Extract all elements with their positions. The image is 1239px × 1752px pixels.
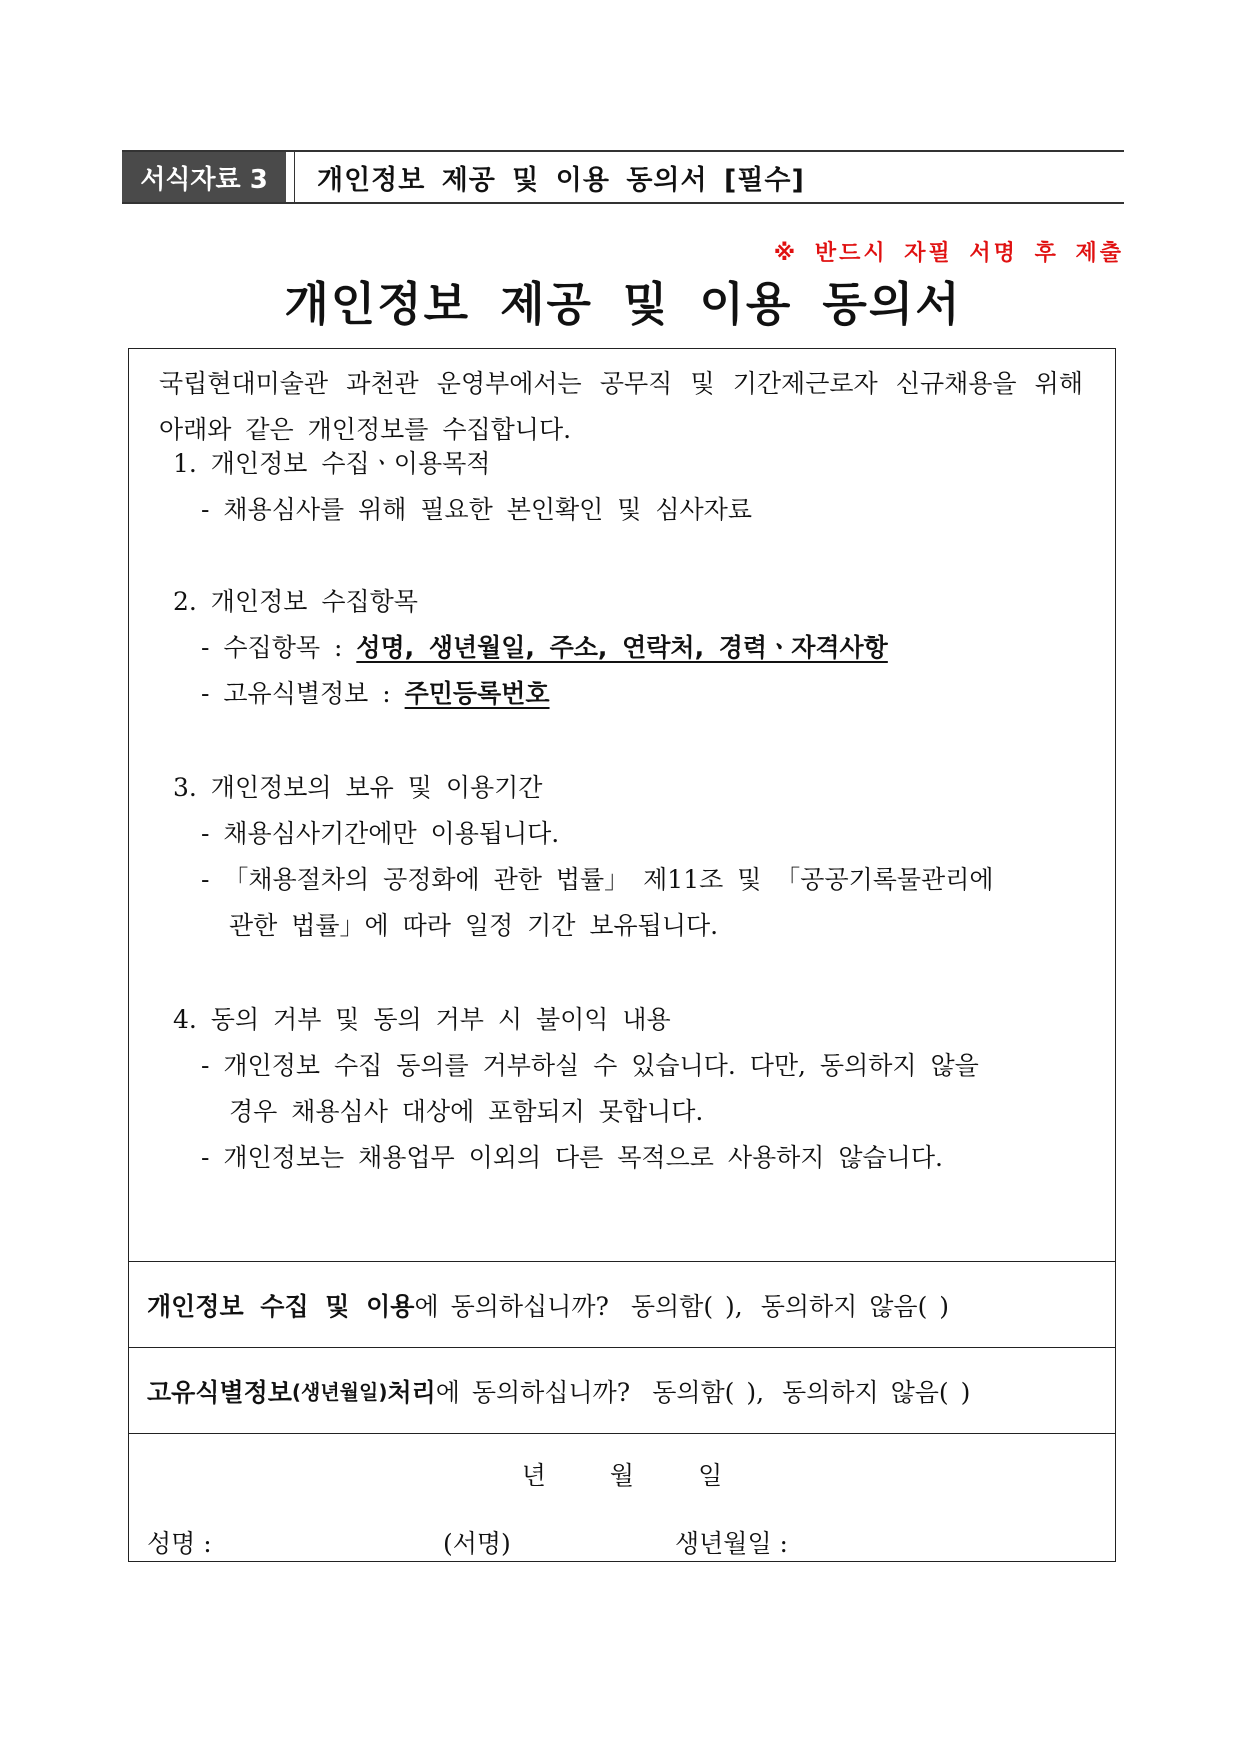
form-header-bar xyxy=(122,150,1124,204)
consent-subject-end: 처리 xyxy=(387,1377,436,1407)
section-title: 3. 개인정보의 보유 및 이용기간 xyxy=(173,773,543,802)
section-items xyxy=(173,579,1073,717)
disagree-checkbox[interactable]: 동의하지 않음( ) xyxy=(782,1377,971,1407)
section-refusal xyxy=(173,997,1073,1181)
item-prefix: - 수집항목 : xyxy=(201,633,357,662)
form-tag: 서식자료 3 xyxy=(122,152,286,202)
page-title: 개인정보 제공 및 이용 동의서 xyxy=(284,277,962,331)
consent-subject: 고유식별정보 xyxy=(147,1377,292,1407)
disagree-checkbox[interactable]: 동의하지 않음( ) xyxy=(760,1291,950,1321)
consent-body xyxy=(129,349,1115,1262)
date-row xyxy=(129,1456,1115,1492)
section-item xyxy=(173,625,1073,671)
date-year-field[interactable]: 년 xyxy=(521,1461,546,1490)
section-title: 2. 개인정보 수집항목 xyxy=(173,587,418,616)
section-item: - 채용심사기간에만 이용됩니다. xyxy=(201,819,560,848)
birthdate-field[interactable]: 생년월일 : xyxy=(675,1529,788,1558)
intro-text: 국립현대미술관 과천관 운영부에서는 공무직 및 기간제근로자 신규채용을 위해 아래와 같은 개인정보를 수집합니다. xyxy=(159,369,1083,444)
consent-question-collection xyxy=(129,1262,1115,1348)
section-item: - 「채용절차의 공정화에 관한 법률」 제11조 및 「공공기록물관리에 xyxy=(201,865,994,894)
agree-checkbox[interactable]: 동의함( ), xyxy=(652,1377,765,1407)
section-title: 4. 동의 거부 및 동의 거부 시 불이익 내용 xyxy=(173,1005,671,1034)
consent-form xyxy=(128,348,1116,1562)
agree-checkbox[interactable]: 동의함( ), xyxy=(630,1291,743,1321)
unique-id-info: 주민등록번호 xyxy=(404,679,550,708)
section-item xyxy=(173,671,1073,717)
section-purpose xyxy=(173,441,1073,533)
consent-question-unique-id xyxy=(129,1348,1115,1434)
signature-field[interactable]: (서명) xyxy=(443,1529,511,1558)
form-header-title: 개인정보 제공 및 이용 동의서 [필수] xyxy=(294,152,805,202)
collected-items: 성명, 생년월일, 주소, 연락처, 경력ㆍ자격사항 xyxy=(356,633,888,662)
section-item-continued: 경우 채용심사 대상에 포함되지 못합니다. xyxy=(229,1097,704,1126)
section-item-continued: 관한 법률」에 따라 일정 기간 보유됩니다. xyxy=(229,911,719,940)
consent-subject: 개인정보 수집 및 이용 xyxy=(147,1291,415,1321)
name-field[interactable]: 성명 : xyxy=(147,1529,212,1558)
date-month-field[interactable]: 월 xyxy=(609,1461,635,1490)
signature-notice: ※ 반드시 자필 서명 후 제출 xyxy=(773,241,1124,266)
consent-subject-note: (생년월일) xyxy=(291,1380,388,1404)
item-prefix: - 고유식별정보 : xyxy=(201,679,405,708)
signature-area xyxy=(129,1434,1115,1563)
date-day-field[interactable]: 일 xyxy=(698,1461,723,1490)
section-item: - 채용심사를 위해 필요한 본인확인 및 심사자료 xyxy=(201,495,752,524)
consent-question: 에 동의하십니까? xyxy=(435,1377,631,1407)
consent-question: 에 동의하십니까? xyxy=(414,1291,609,1321)
section-item: - 개인정보 수집 동의를 거부하실 수 있습니다. 다만, 동의하지 않을 xyxy=(201,1051,979,1080)
section-item: - 개인정보는 채용업무 이외의 다른 목적으로 사용하지 않습니다. xyxy=(201,1143,943,1172)
section-retention xyxy=(173,765,1073,949)
section-title: 1. 개인정보 수집ㆍ이용목적 xyxy=(173,449,491,478)
